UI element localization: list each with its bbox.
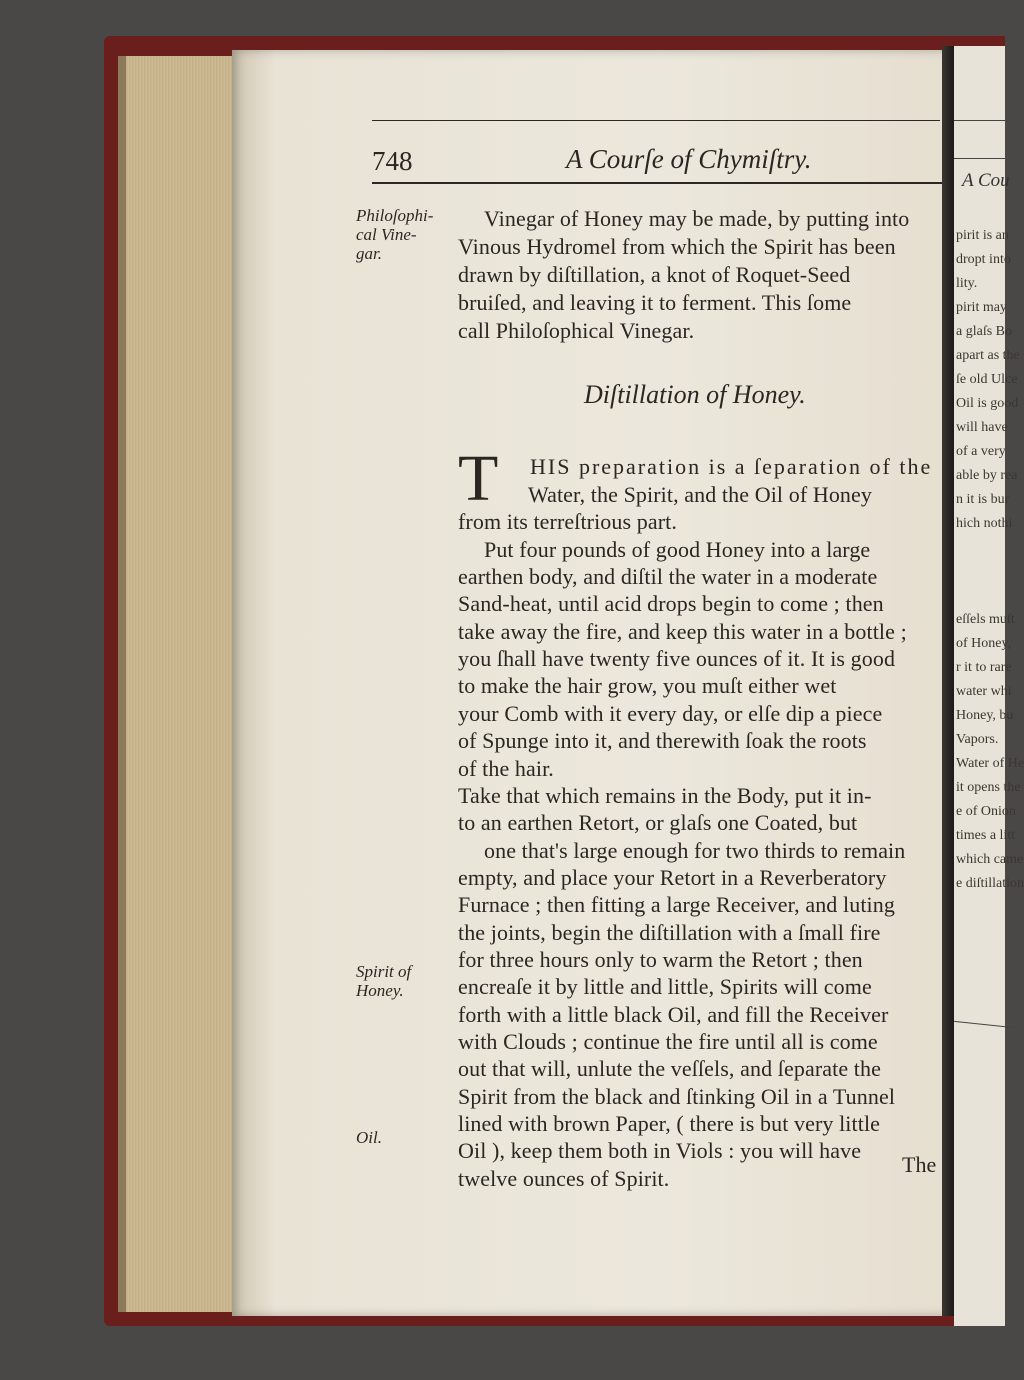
honey-first-line: HIS preparation is a ſeparation of the bbox=[530, 454, 933, 479]
honey-line: earthen body, and diſtil the water in a moderate bbox=[458, 564, 878, 589]
facing-page-fragment: eſſels muſt bbox=[956, 612, 1015, 627]
facing-page-running-head: A Cou bbox=[962, 170, 1010, 191]
honey-line: Oil ), keep them both in Viols : you will have bbox=[458, 1138, 862, 1163]
page-edges bbox=[118, 56, 244, 1312]
facing-page-fragment: able by rea bbox=[956, 468, 1018, 483]
honey-line: twelve ounces of Spirit. bbox=[458, 1166, 670, 1191]
facing-page-fragment: ſe old Ulce bbox=[956, 372, 1018, 387]
facing-page-fragment: a glaſs Bo bbox=[956, 324, 1012, 339]
vinegar-line: drawn by diſtillation, a knot of Roquet-Seed bbox=[458, 262, 851, 287]
honey-line: Water, the Spirit, and the Oil of Honey bbox=[528, 482, 872, 507]
facing-page-fragment: Oil is good bbox=[956, 396, 1019, 411]
margin-note-philosophical-vinegar: Philoſophi-cal Vine-gar. bbox=[356, 206, 434, 263]
header-rule bbox=[372, 182, 942, 184]
honey-line: one that's large enough for two thirds to remain bbox=[484, 838, 906, 863]
honey-line: forth with a little black Oil, and fill the Receiver bbox=[458, 1002, 889, 1027]
honey-line: Furnace ; then fitting a large Receiver, and luting bbox=[458, 892, 895, 917]
facing-page-fragment: of Honey, bbox=[956, 636, 1012, 651]
facing-page-fragment: e diſtillation bbox=[956, 876, 1024, 891]
honey-line: Put four pounds of good Honey into a large bbox=[484, 537, 871, 562]
facing-page-fragment bbox=[956, 560, 1024, 584]
facing-page-fragment: hich nothi bbox=[956, 516, 1013, 531]
honey-line: Take that which remains in the Body, put it in- bbox=[458, 783, 872, 808]
facing-page-fragment: lity. bbox=[956, 276, 978, 291]
facing-page-fragment bbox=[956, 536, 1024, 560]
vinegar-line: call Philoſophical Vinegar. bbox=[458, 318, 695, 343]
honey-line: Spirit from the black and ſtinking Oil in a Tunnel bbox=[458, 1084, 896, 1109]
honey-line: encreaſe it by little and little, Spirits will come bbox=[458, 974, 872, 999]
running-title: A Courſe of Chymiſtry. bbox=[566, 144, 812, 174]
vinegar-line: Vinous Hydromel from which the Spirit has been bbox=[458, 234, 896, 259]
facing-page-top-rule bbox=[954, 120, 1005, 121]
honey-line: to an earthen Retort, or glaſs one Coated, but bbox=[458, 810, 858, 835]
facing-page-section-rule bbox=[954, 1021, 1014, 1028]
facing-page-fragment: Water of He bbox=[956, 756, 1024, 771]
honey-line: take away the fire, and keep this water in a bottle ; bbox=[458, 619, 907, 644]
honey-line: for three hours only to warm the Retort ; then bbox=[458, 947, 863, 972]
facing-page-text-fragments bbox=[956, 224, 1024, 896]
honey-line: out that will, unlute the veſſels, and ſeparate the bbox=[458, 1056, 881, 1081]
honey-line: empty, and place your Retort in a Reverberatory bbox=[458, 865, 887, 890]
catchword: The bbox=[902, 1152, 937, 1177]
facing-page-fragment: e of Onion bbox=[956, 804, 1016, 819]
honey-line: Sand-heat, until acid drops begin to come ; then bbox=[458, 591, 884, 616]
honey-line: of the hair. bbox=[458, 756, 554, 781]
facing-page bbox=[954, 46, 1024, 1326]
facing-page-fragment: Honey, bu bbox=[956, 708, 1014, 723]
drop-cap: T bbox=[458, 442, 499, 515]
honey-line: to make the hair grow, you muſt either wet bbox=[458, 673, 837, 698]
honey-line: you ſhall have twenty five ounces of it. It is good bbox=[458, 646, 896, 671]
facing-page-head-rule bbox=[954, 158, 1005, 159]
facing-page-fragment: of a very bbox=[956, 444, 1006, 459]
honey-line: the joints, begin the diſtillation with a ſmall fire bbox=[458, 920, 881, 945]
honey-line: lined with brown Paper, ( there is but very little bbox=[458, 1111, 881, 1136]
facing-page-fragment bbox=[956, 584, 1024, 608]
facing-page-fragment: which came bbox=[956, 852, 1024, 867]
facing-page-fragment: apart as the bbox=[956, 348, 1020, 363]
book-gutter bbox=[942, 46, 954, 1316]
vinegar-line: Vinegar of Honey may be made, by putting into bbox=[484, 206, 910, 231]
facing-page-fragment: times a litt bbox=[956, 828, 1016, 843]
facing-page-fragment: pirit may bbox=[956, 300, 1007, 315]
honey-line: of Spunge into it, and therewith ſoak the roots bbox=[458, 728, 867, 753]
vinegar-line: bruiſed, and leaving it to ferment. This ſome bbox=[458, 290, 852, 315]
facing-page-fragment: Vapors. bbox=[956, 732, 999, 747]
facing-page-fragment: water whi bbox=[956, 684, 1012, 699]
honey-line: with Clouds ; continue the fire until all is come bbox=[458, 1029, 878, 1054]
facing-page-fragment: dropt into bbox=[956, 252, 1011, 267]
facing-page-fragment: r it to rare bbox=[956, 660, 1012, 675]
facing-page-fragment: n it is bur bbox=[956, 492, 1010, 507]
margin-note-oil: Oil. bbox=[356, 1128, 382, 1147]
facing-page-fragment: will have bbox=[956, 420, 1008, 435]
top-rule bbox=[372, 120, 940, 121]
honey-line: from its terreſtrious part. bbox=[458, 509, 677, 534]
facing-page-fragment: it opens the bbox=[956, 780, 1021, 795]
honey-line: your Comb with it every day, or elſe dip a piece bbox=[458, 701, 883, 726]
facing-page-fragment: pirit is an bbox=[956, 228, 1009, 243]
margin-note-spirit-of-honey: Spirit of Honey. bbox=[356, 962, 412, 1000]
section-title: Diſtillation of Honey. bbox=[584, 380, 806, 409]
page-number: 748 bbox=[372, 146, 413, 176]
